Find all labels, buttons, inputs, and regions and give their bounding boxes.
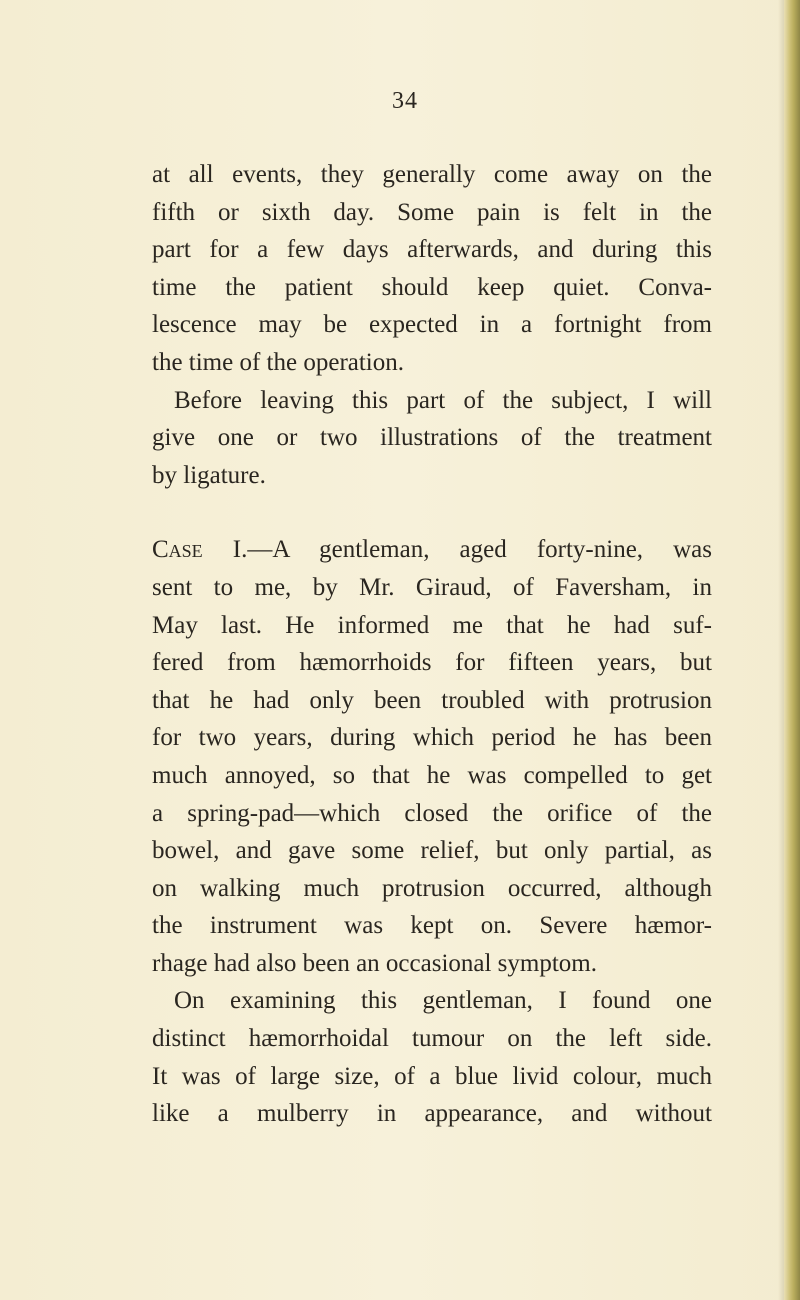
text-line: by ligature. [152, 461, 266, 489]
text-line: rhage had also been an occasional symptom. [152, 949, 597, 977]
text-line: On examining this gentleman, I found one [174, 987, 712, 1015]
text-line: for two years, during which period he has been [152, 724, 712, 752]
case-label: Case I. [152, 536, 248, 564]
text-line: the instrument was kept on. Severe hæmor- [152, 912, 712, 940]
page-number: 34 [392, 88, 418, 114]
text-line: the time of the operation. [152, 348, 405, 376]
text-line: Before leaving this part of the subject, I will [174, 386, 712, 414]
text-line: May last. He informed me that he had suf- [152, 611, 712, 639]
text-line: give one or two illustrations of the treatment [152, 424, 712, 452]
case-text: —A gentleman, aged forty-nine, was [247, 536, 712, 564]
text-line: lescence may be expected in a fortnight from [152, 311, 712, 339]
book-edge [784, 0, 800, 1300]
text-line: fifth or sixth day. Some pain is felt in the [152, 198, 712, 226]
text-line: much annoyed, so that he was compelled to get [152, 761, 712, 789]
paragraph-gap [152, 494, 712, 531]
text-line: sent to me, by Mr. Giraud, of Faversham, in [152, 573, 712, 601]
text-line: on walking much protrusion occurred, although [152, 874, 712, 902]
text-line: fered from hæmorrhoids for fifteen years, but [152, 649, 712, 677]
text-line: bowel, and gave some relief, but only partial, as [152, 837, 712, 865]
text-line: a spring-pad—which closed the orifice of the [152, 799, 712, 827]
text-line: like a mulberry in appearance, and without [152, 1100, 712, 1128]
text-line: that he had only been troubled with protrusion [152, 686, 712, 714]
case-heading-line [152, 531, 712, 569]
text-line: time the patient should keep quiet. Conva- [152, 273, 712, 301]
body-text [152, 156, 712, 1133]
text-line: at all events, they generally come away on the [152, 161, 712, 188]
text-line: distinct hæmorrhoidal tumour on the left side. [152, 1025, 712, 1053]
text-line: part for a few days afterwards, and during this [152, 236, 712, 264]
text-line: It was of large size, of a blue livid colour, much [152, 1062, 712, 1090]
